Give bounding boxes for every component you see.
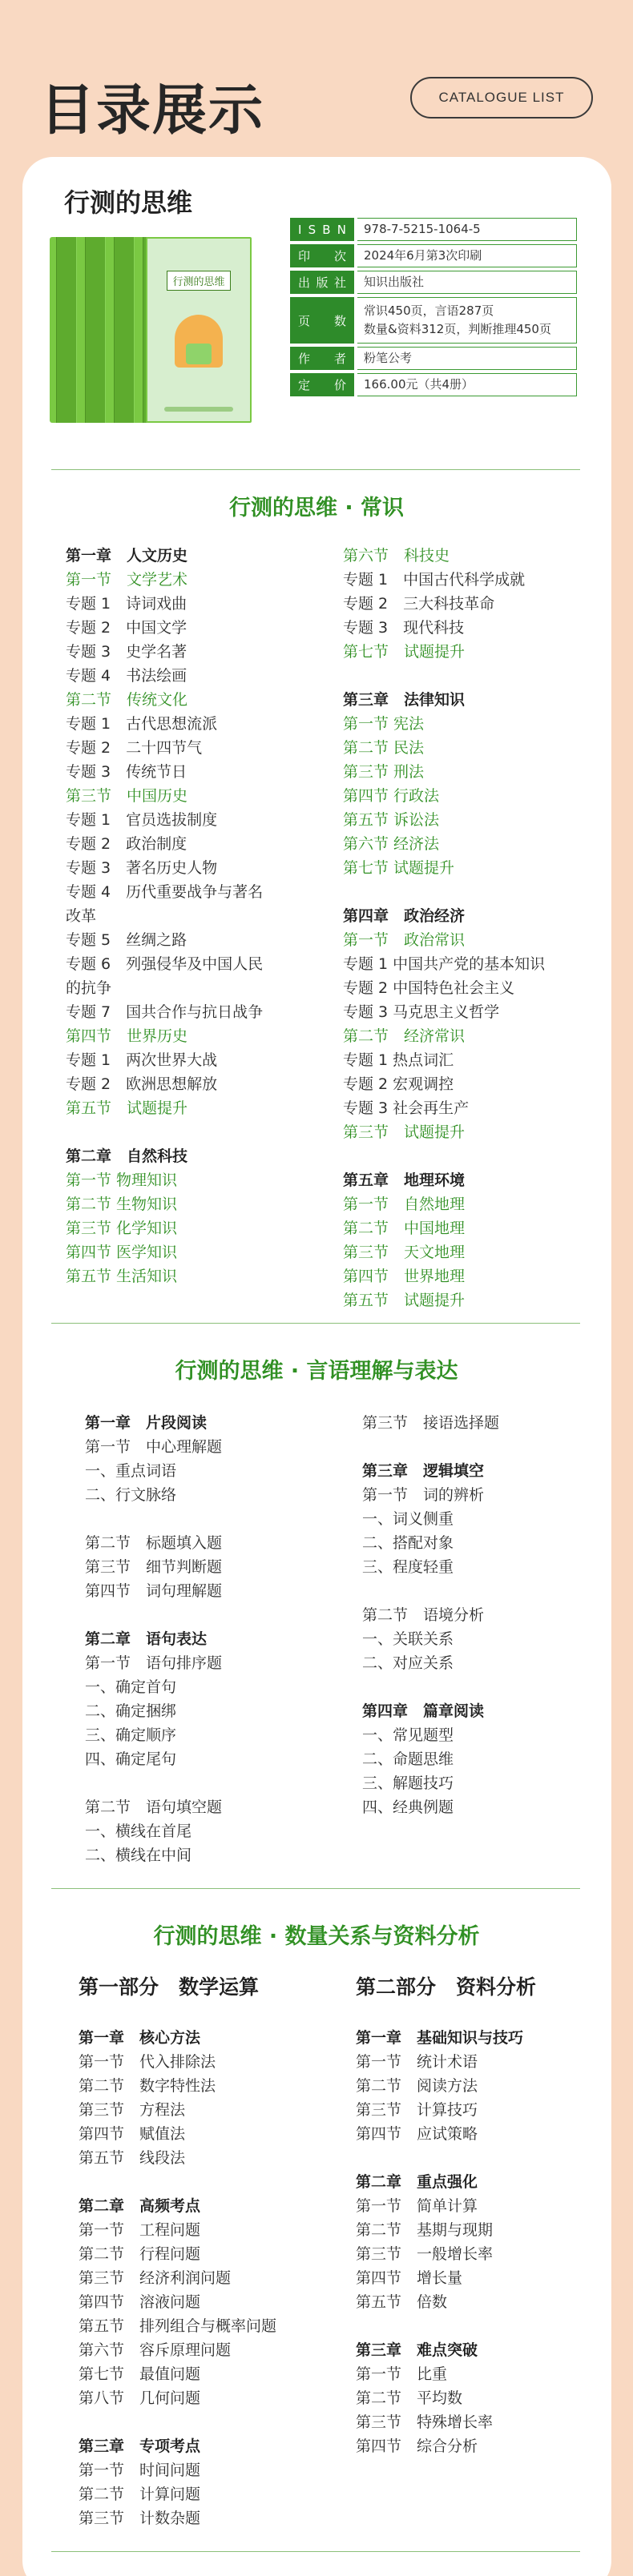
info-value-line: 知识出版社 [364, 274, 425, 289]
section-heading: 第二节 经济常识 [343, 1027, 466, 1045]
toc-item: 第二节 基期与现期 [356, 2221, 494, 2239]
toc-item: 第二节 语句填空题 [85, 1798, 223, 1816]
info-row [290, 373, 577, 396]
spacer [79, 2002, 335, 2026]
toc-item: 三、确定顺序 [85, 1726, 177, 1744]
toc-item: 一、横线在首尾 [85, 1822, 192, 1840]
info-label-char: 者 [333, 352, 346, 366]
chapter-heading: 第一章 基础知识与技巧 [356, 2029, 524, 2047]
toc-item: 第一节 时间问题 [79, 2461, 201, 2479]
toc-item: 第二节 标题填入题 [85, 1534, 223, 1552]
toc-item: 第一节 词的辨析 [362, 1486, 485, 1504]
section-heading: 第一节 自然地理 [343, 1196, 466, 1213]
toc-item: 第八节 几何问题 [79, 2389, 201, 2407]
toc-item: 二、横线在中间 [85, 1847, 192, 1864]
yanyu-left-column [85, 1411, 325, 1867]
toc-item: 专题 3 著名历史人物 [66, 859, 218, 877]
divider [51, 469, 580, 470]
section-heading: 第四节 世界历史 [66, 1027, 188, 1045]
toc-item: 二、确定捆绑 [85, 1702, 177, 1720]
book-set-image [50, 237, 258, 423]
section-heading: 第五节 试题提升 [343, 1292, 466, 1309]
info-value-line: 粉笔公考 [364, 350, 413, 365]
info-label [290, 373, 354, 396]
toc-item: 一、词义侧重 [362, 1510, 454, 1528]
shuliang-left-column [79, 1973, 335, 2530]
toc-item: 第四节 综合分析 [356, 2437, 478, 2455]
toc-item: 专题 3 传统节日 [66, 763, 187, 781]
toc-item: 第一节 统计术语 [356, 2053, 478, 2071]
toc-item: 第一节 语句排序题 [85, 1654, 223, 1672]
cover-illustration [175, 315, 223, 368]
spacer [85, 1603, 325, 1627]
book-spine [56, 237, 77, 423]
section-heading: 第三节 天文地理 [343, 1244, 466, 1261]
chapter-heading: 第二章 重点强化 [356, 2173, 478, 2191]
section-heading: 第三节 试题提升 [343, 1123, 466, 1141]
info-label-char: 印 [298, 249, 311, 263]
toc-item: 专题 2 中国特色社会主义 [343, 979, 515, 997]
cover-title: 行测的思维 [167, 271, 230, 291]
toc-item: 第三节 方程法 [79, 2101, 186, 2119]
info-row [290, 218, 577, 241]
toc-item: 二、对应关系 [362, 1654, 454, 1672]
toc-item: 专题 4 书法绘画 [66, 667, 187, 685]
toc-item: 第四节 赋值法 [79, 2125, 186, 2143]
shuliang-right-column [356, 1973, 612, 2458]
toc-item: 第一节 工程问题 [79, 2221, 201, 2239]
section-heading: 第二节 民法 [343, 739, 425, 757]
section-heading: 第六节 经济法 [343, 835, 440, 853]
toc-item: 第五节 倍数 [356, 2293, 448, 2311]
catalogue-list-button[interactable]: CATALOGUE LIST [410, 77, 593, 119]
spacer [79, 2170, 335, 2194]
toc-item: 第二节 计算问题 [79, 2486, 201, 2503]
divider [51, 1888, 580, 1889]
info-label [290, 347, 354, 370]
toc-item: 第四节 增长量 [356, 2269, 463, 2287]
toc-item: 第二节 平均数 [356, 2389, 463, 2407]
toc-item: 二、命题思维 [362, 1750, 454, 1768]
section-heading: 第六节 科技史 [343, 547, 450, 565]
section-heading: 第三节 刑法 [343, 763, 425, 781]
info-label-char: 社 [333, 275, 346, 290]
info-label [290, 244, 354, 267]
section-heading: 第一节 政治常识 [343, 931, 466, 949]
info-value [357, 218, 577, 241]
toc-item: 二、行文脉络 [85, 1486, 177, 1504]
section-heading: 第七节 试题提升 [343, 859, 455, 877]
toc-item: 改革 [66, 907, 97, 925]
section-heading: 第四节 行政法 [343, 787, 440, 805]
chapter-heading: 第三章 难点突破 [356, 2341, 478, 2359]
chapter-heading: 第三章 法律知识 [343, 691, 466, 709]
spacer [356, 2314, 612, 2338]
toc-item: 专题 1 古代思想流派 [66, 715, 218, 733]
toc-item: 的抗争 [66, 979, 112, 997]
section-heading: 第四节 世界地理 [343, 1268, 466, 1285]
divider [51, 1323, 580, 1324]
info-row [290, 347, 577, 370]
info-label-char: 数 [333, 313, 346, 328]
toc-item: 专题 1 官员选拔制度 [66, 811, 218, 829]
section-heading: 第五节 生活知识 [66, 1268, 178, 1285]
toc-item: 第四节 应试策略 [356, 2125, 478, 2143]
changshi-right-column [343, 544, 599, 1312]
toc-item: 专题 5 丝绸之路 [66, 931, 187, 949]
toc-item: 专题 2 二十四节气 [66, 739, 203, 757]
toc-item: 专题 4 历代重要战争与著名 [66, 883, 264, 901]
section-heading: 第三节 化学知识 [66, 1220, 178, 1237]
spacer [343, 880, 599, 904]
spacer [85, 1507, 325, 1531]
section-title-yanyu: 行测的思维 · 言语理解与表达 [175, 1359, 458, 1384]
info-row [290, 297, 577, 344]
toc-item: 第三节 特殊增长率 [356, 2413, 494, 2431]
toc-item: 专题 6 列强侵华及中国人民 [66, 955, 264, 973]
book-spine [114, 237, 135, 423]
spacer [356, 2146, 612, 2170]
toc-item: 专题 3 马克思主义哲学 [343, 1003, 500, 1021]
toc-item: 第三节 一般增长率 [356, 2245, 494, 2263]
toc-item: 一、确定首句 [85, 1678, 177, 1696]
chapter-heading: 第四章 政治经济 [343, 907, 466, 925]
section-heading: 第一节 文学艺术 [66, 571, 188, 589]
chapter-heading: 第二章 高频考点 [79, 2197, 201, 2215]
toc-item: 一、关联关系 [362, 1630, 454, 1648]
info-label-char: S [308, 222, 316, 237]
info-label [290, 218, 354, 241]
spacer [85, 1771, 325, 1795]
toc-item: 三、解题技巧 [362, 1774, 454, 1792]
info-value-line: 2024年6月第3次印刷 [364, 247, 482, 263]
spacer [66, 1120, 306, 1144]
info-label-char: 定 [298, 378, 311, 392]
info-value-line: 978-7-5215-1064-5 [364, 221, 481, 236]
toc-item: 第四节 词句理解题 [85, 1582, 223, 1600]
section-title-changshi: 行测的思维 · 常识 [228, 496, 405, 520]
toc-item: 专题 7 国共合作与抗日战争 [66, 1003, 264, 1021]
toc-item: 一、重点词语 [85, 1462, 177, 1480]
changshi-left-column [66, 544, 306, 1288]
chapter-heading: 第一章 人文历史 [66, 547, 188, 565]
toc-item: 专题 1 热点词汇 [343, 1051, 454, 1069]
spacer [343, 664, 599, 688]
toc-item: 四、经典例题 [362, 1798, 454, 1816]
info-label-char: 版 [316, 275, 329, 290]
section-heading: 第三节 中国历史 [66, 787, 188, 805]
spacer [356, 2002, 612, 2026]
chapter-heading: 第一章 核心方法 [79, 2029, 201, 2047]
toc-item: 第三节 计数杂题 [79, 2510, 201, 2527]
info-label [290, 297, 354, 344]
toc-item: 第七节 最值问题 [79, 2365, 201, 2383]
divider [51, 2551, 580, 2552]
toc-item: 专题 1 中国古代科学成就 [343, 571, 526, 589]
toc-item: 专题 3 史学名著 [66, 643, 187, 661]
chapter-heading: 第一章 片段阅读 [85, 1414, 208, 1432]
toc-item: 第二节 语境分析 [362, 1606, 485, 1624]
toc-item: 第一节 比重 [356, 2365, 448, 2383]
chapter-heading: 第三章 专项考点 [79, 2437, 201, 2455]
spacer [362, 1579, 603, 1603]
book-title: 行测的思维 [64, 187, 193, 218]
toc-item: 第五节 线段法 [79, 2149, 186, 2167]
info-label-char: 页 [298, 313, 311, 328]
toc-item: 三、程度轻重 [362, 1558, 454, 1576]
toc-item: 专题 3 社会再生产 [343, 1099, 470, 1117]
toc-item: 专题 2 政治制度 [66, 835, 187, 853]
chapter-heading: 第三章 逻辑填空 [362, 1462, 485, 1480]
chapter-heading: 第四章 篇章阅读 [362, 1702, 485, 1720]
info-row [290, 244, 577, 267]
info-label-char: 次 [333, 249, 346, 263]
info-label-char: N [337, 222, 346, 237]
part-heading: 第一部分 数学运算 [79, 1975, 260, 1999]
info-value [357, 373, 577, 396]
spacer [362, 1675, 603, 1699]
toc-item: 专题 1 诗词戏曲 [66, 595, 187, 613]
info-value-line: 数量&资料312页，判断推理450页 [364, 322, 551, 336]
toc-item: 专题 2 中国文学 [66, 619, 187, 637]
page-title: 目录展示 [40, 79, 265, 143]
toc-item: 第一节 中心理解题 [85, 1438, 223, 1456]
info-label-char: 作 [298, 352, 311, 366]
toc-item: 专题 2 欧洲思想解放 [66, 1075, 218, 1093]
toc-item: 专题 2 宏观调控 [343, 1075, 454, 1093]
info-label-char: 出 [298, 275, 311, 290]
info-value-line: 常识450页，言语287页 [364, 303, 494, 318]
info-label-char: 价 [333, 378, 346, 392]
toc-item: 专题 1 中国共产党的基本知识 [343, 955, 546, 973]
section-heading: 第一节 物理知识 [66, 1171, 178, 1189]
toc-item: 第三节 经济利润问题 [79, 2269, 232, 2287]
yanyu-right-column [362, 1411, 603, 1819]
toc-item: 专题 3 现代科技 [343, 619, 465, 637]
info-value-line: 166.00元（共4册） [364, 376, 474, 392]
chapter-heading: 第二章 语句表达 [85, 1630, 208, 1648]
info-value [357, 271, 577, 294]
section-heading: 第五节 试题提升 [66, 1099, 188, 1117]
toc-item: 四、确定尾句 [85, 1750, 177, 1768]
toc-item: 第一节 代入排除法 [79, 2053, 216, 2071]
cover-publisher-bar [164, 407, 233, 412]
info-label-char: B [322, 222, 331, 237]
book-front-cover [146, 237, 252, 423]
toc-item: 第六节 容斥原理问题 [79, 2341, 232, 2359]
chapter-heading: 第二章 自然科技 [66, 1147, 188, 1165]
toc-item: 专题 1 两次世界大战 [66, 1051, 218, 1069]
toc-item: 二、搭配对象 [362, 1534, 454, 1552]
section-heading: 第五节 诉讼法 [343, 811, 440, 829]
toc-item: 第五节 排列组合与概率问题 [79, 2317, 277, 2335]
toc-item: 专题 2 三大科技革命 [343, 595, 495, 613]
toc-item: 第三节 计算技巧 [356, 2101, 478, 2119]
spacer [343, 1144, 599, 1168]
toc-item: 第四节 溶液问题 [79, 2293, 201, 2311]
toc-item: 第二节 阅读方法 [356, 2077, 478, 2095]
spacer [362, 1435, 603, 1459]
book-spine [85, 237, 106, 423]
info-value [357, 297, 577, 344]
chapter-heading: 第五章 地理环境 [343, 1171, 466, 1189]
toc-item: 第一节 简单计算 [356, 2197, 478, 2215]
section-heading: 第二节 中国地理 [343, 1220, 466, 1237]
section-heading: 第七节 试题提升 [343, 643, 466, 661]
book-info-table [290, 218, 577, 400]
part-heading: 第二部分 资料分析 [356, 1975, 537, 1999]
toc-item: 第三节 接语选择题 [362, 1414, 500, 1432]
section-heading: 第二节 生物知识 [66, 1196, 178, 1213]
toc-item: 第二节 行程问题 [79, 2245, 201, 2263]
spacer [79, 2410, 335, 2434]
info-label [290, 271, 354, 294]
section-heading: 第一节 宪法 [343, 715, 425, 733]
section-heading: 第四节 医学知识 [66, 1244, 178, 1261]
toc-item: 一、常见题型 [362, 1726, 454, 1744]
section-heading: 第二节 传统文化 [66, 691, 188, 709]
info-label-char: I [298, 222, 302, 237]
section-title-shuliang: 行测的思维 · 数量关系与资料分析 [153, 1924, 480, 1949]
info-row [290, 271, 577, 294]
toc-item: 第三节 细节判断题 [85, 1558, 223, 1576]
info-value [357, 347, 577, 370]
toc-item: 第二节 数字特性法 [79, 2077, 216, 2095]
info-value [357, 244, 577, 267]
